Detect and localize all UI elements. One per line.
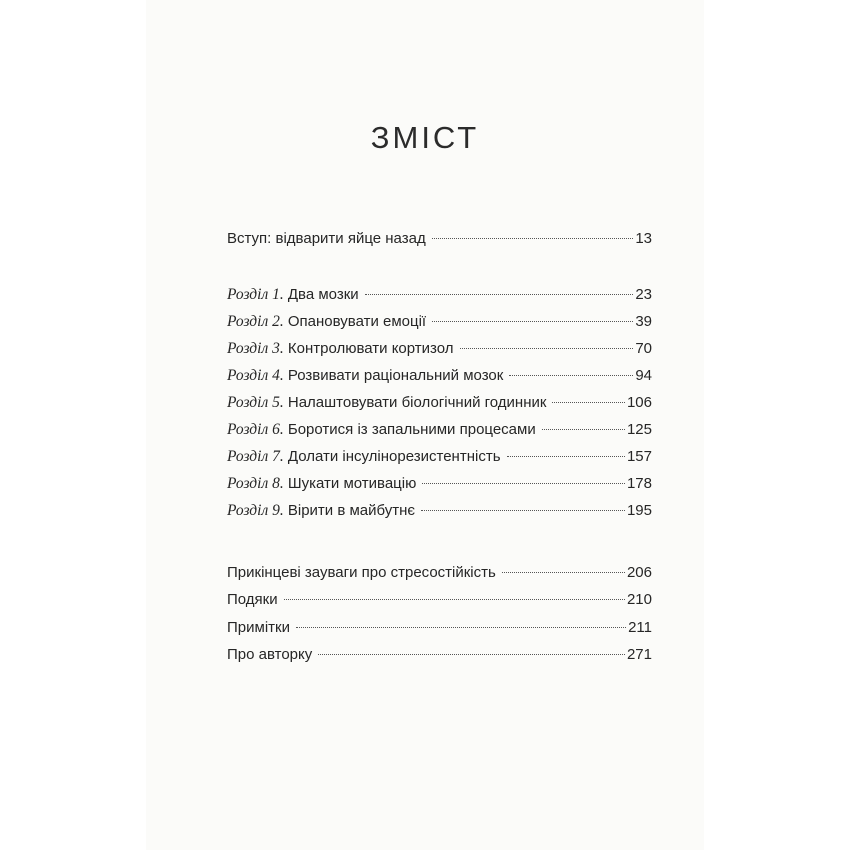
toc-entry-title: Прикінцеві зауваги про стресостійкість <box>227 564 496 581</box>
dot-leader <box>318 654 625 655</box>
toc-page-number: 206 <box>626 564 652 581</box>
toc-page-number: 195 <box>626 502 652 519</box>
toc-entry-title: Про авторку <box>227 646 313 663</box>
toc-page-number: 125 <box>626 421 652 438</box>
dot-leader <box>552 402 625 403</box>
dot-leader <box>509 375 633 376</box>
dot-leader <box>296 627 626 628</box>
toc-entry-title: Налаштовувати біологічний годинник <box>287 394 547 411</box>
toc-page-number: 178 <box>626 475 652 492</box>
toc-page-number: 157 <box>626 448 652 465</box>
toc-page-number: 13 <box>635 230 652 247</box>
dot-leader <box>421 510 625 511</box>
toc-entry-title: Контролювати кортизол <box>287 340 454 357</box>
toc-page-number: 210 <box>626 591 652 608</box>
toc-entry-chapter-8 <box>227 475 652 501</box>
toc-page-number: 271 <box>626 646 652 663</box>
toc-entry-title: Примітки <box>227 619 290 636</box>
toc-page-number: 106 <box>626 394 652 411</box>
toc-entry-title: Вступ: відварити яйце назад <box>227 230 426 247</box>
chapter-prefix: Розділ 3. <box>227 340 284 357</box>
dot-leader <box>502 572 625 573</box>
dot-leader <box>542 429 625 430</box>
toc-entry-title: Вірити в майбутнє <box>287 502 416 519</box>
chapter-prefix: Розділ 9. <box>227 502 284 519</box>
toc-entry-chapter-4 <box>227 367 652 393</box>
toc-entry-title: Боротися із запальними процесами <box>287 421 536 438</box>
toc-entry-title: Розвивати раціональний мозок <box>287 367 504 384</box>
dot-leader <box>284 599 625 600</box>
chapter-prefix: Розділ 8. <box>227 475 284 492</box>
toc-entry-title: Шукати мотивацію <box>287 475 417 492</box>
chapter-prefix: Розділ 5. <box>227 394 284 411</box>
toc-entry-chapter-7 <box>227 448 652 474</box>
toc-entry-title: Долати інсулінорезистентність <box>287 448 501 465</box>
toc-entry-chapter-1 <box>227 286 652 312</box>
toc-entry-chapter-9 <box>227 502 652 528</box>
toc-page-number: 211 <box>628 619 652 636</box>
toc-entry-chapter-5 <box>227 394 652 420</box>
toc-entry-afterword <box>227 564 652 590</box>
dot-leader <box>432 321 633 322</box>
toc-entry-chapter-2 <box>227 313 652 339</box>
toc-entry-title: Два мозки <box>287 286 359 303</box>
dot-leader <box>432 238 634 239</box>
toc-page-number: 23 <box>635 286 652 303</box>
toc-entry-acknowledgements <box>227 591 652 617</box>
toc-entry-chapter-6 <box>227 421 652 447</box>
toc-page-number: 39 <box>635 313 652 330</box>
chapter-prefix: Розділ 2. <box>227 313 284 330</box>
toc-entry-title: Опановувати емоції <box>287 313 427 330</box>
toc-entry-chapter-3 <box>227 340 652 366</box>
chapter-prefix: Розділ 6. <box>227 421 284 438</box>
chapter-prefix: Розділ 4. <box>227 367 284 384</box>
dot-leader <box>507 456 625 457</box>
page-title: ЗМІСТ <box>370 120 480 155</box>
chapter-prefix: Розділ 1. <box>227 286 284 303</box>
dot-leader <box>422 483 625 484</box>
toc-page-number: 70 <box>635 340 652 357</box>
dot-leader <box>365 294 634 295</box>
toc-entry-intro <box>227 230 652 256</box>
toc-entry-about-author <box>227 646 652 672</box>
toc-entry-title: Подяки <box>227 591 278 608</box>
toc-entry-notes <box>227 619 652 645</box>
dot-leader <box>460 348 634 349</box>
chapter-prefix: Розділ 7. <box>227 448 284 465</box>
toc-page-number: 94 <box>635 367 652 384</box>
